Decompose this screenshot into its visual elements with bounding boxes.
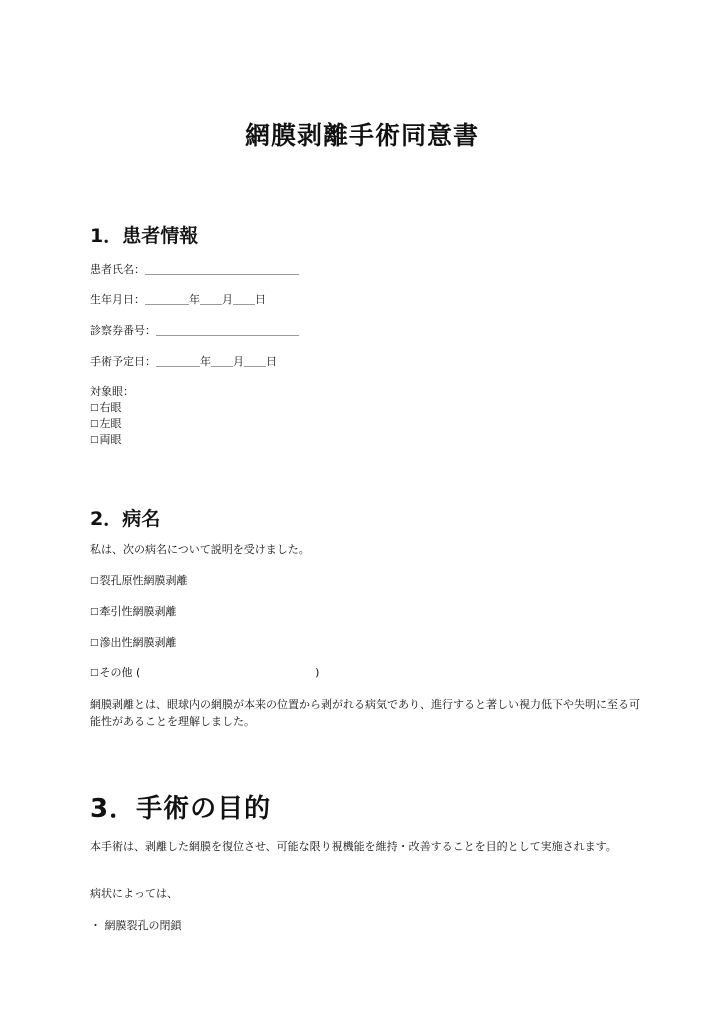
checkbox-icon: □ <box>90 419 99 429</box>
checkbox-icon: □ <box>90 607 99 617</box>
target-eye-label: 対象眼： <box>90 385 134 398</box>
diagnosis-option-exudative <box>90 635 177 651</box>
eye-option-left <box>90 416 122 432</box>
surgery-date-field: 手術予定日：＿＿＿＿年＿＿月＿＿日 <box>90 355 277 368</box>
diagnosis-option-tractional <box>90 604 177 620</box>
diagnosis-option-other <box>90 665 319 681</box>
depending-on-condition: 病状によっては、 <box>90 887 178 900</box>
diagnosis-option-rhegmatogenous <box>90 573 188 589</box>
purpose-paragraph: 本手術は、剥離した網膜を復位させ、可能な限り視機能を維持・改善することを目的として実施されます。 <box>90 840 617 853</box>
eye-option-label: 両眼 <box>99 433 122 446</box>
section-3-heading: 3．手術の目的 <box>90 794 272 824</box>
patient-name-field: 患者氏名：＿＿＿＿＿＿＿＿＿＿＿＿＿＿ <box>90 263 299 276</box>
diagnosis-other-label: その他 ( ) <box>99 666 320 679</box>
diagnosis-description: 網膜剥離とは、眼球内の網膜が本来の位置から剥がれる病気であり、進行すると著しい視力低下や失明に至る可能性があることを理解しました。 <box>90 698 640 728</box>
eye-option-right <box>90 400 122 416</box>
section-1-heading: 1．患者情報 <box>90 225 199 247</box>
eye-option-label: 右眼 <box>99 401 122 414</box>
checkbox-icon: □ <box>90 435 99 445</box>
eye-option-label: 左眼 <box>99 417 122 430</box>
checkbox-icon: □ <box>90 668 99 678</box>
checkbox-icon: □ <box>90 638 99 648</box>
section-2-heading: 2．病名 <box>90 508 161 530</box>
diagnosis-intro: 私は、次の病名について説明を受けました。 <box>90 543 310 556</box>
checkbox-icon: □ <box>90 576 99 586</box>
diagnosis-label: 牽引性網膜剥離 <box>99 605 177 618</box>
eye-option-both <box>90 432 122 448</box>
checkbox-icon: □ <box>90 403 99 413</box>
bullet-item: ・ 網膜裂孔の閉鎖 <box>90 919 182 932</box>
document-title: 網膜剥離手術同意書 <box>244 121 479 150</box>
diagnosis-label: 裂孔原性網膜剥離 <box>99 574 188 587</box>
birth-date-field: 生年月日：＿＿＿＿年＿＿月＿＿日 <box>90 293 266 306</box>
card-number-field: 診察券番号：＿＿＿＿＿＿＿＿＿＿＿＿＿ <box>90 324 299 337</box>
diagnosis-label: 滲出性網膜剥離 <box>99 636 177 649</box>
